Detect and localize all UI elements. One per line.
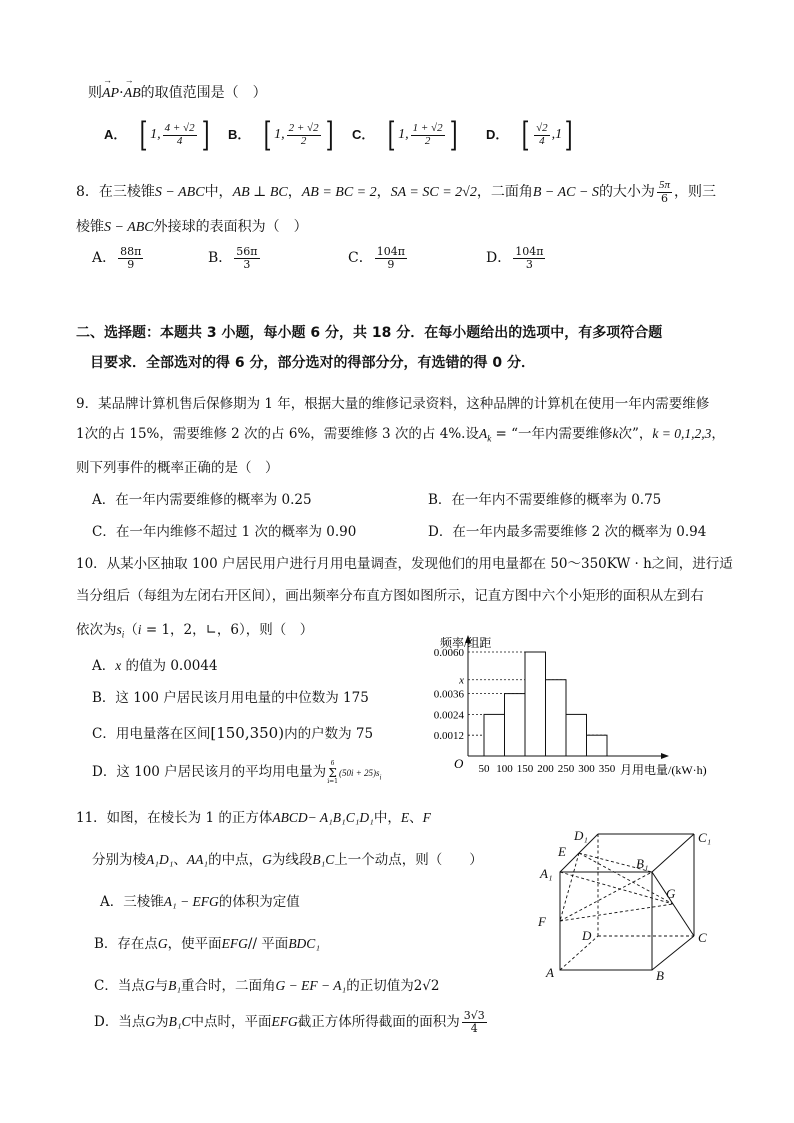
histogram-x-tick-label: 300 <box>578 763 595 775</box>
q8-option-a-frac <box>118 246 143 270</box>
segment-eg <box>579 853 673 904</box>
q10-text: （ <box>124 622 138 638</box>
histogram-x-tick-label: 150 <box>516 763 534 775</box>
q10-option-c-text: 内的户数为 75 <box>284 726 374 742</box>
histogram-x-ticks <box>479 763 616 775</box>
q11-option-d[interactable] <box>94 1010 489 1035</box>
q8-option-b-frac <box>234 246 259 270</box>
q9-option-d[interactable]: D．在一年内最多需要维修 2 次的概率为 0.94 <box>428 524 707 540</box>
q8-option-c-label: C． <box>348 250 373 267</box>
cube-diagram <box>524 820 724 992</box>
q10-text: 依次为 <box>76 622 117 638</box>
q11-option-d-text: D．当点 <box>94 1014 146 1030</box>
q8-angle-num: 5π <box>658 179 670 191</box>
label-f: F <box>538 914 546 929</box>
q8-text: ， <box>287 184 302 201</box>
histogram-x-tick-label: 200 <box>537 763 554 775</box>
cube-edge-b1c1 <box>652 834 694 872</box>
q11-option-d-text: 截正方体所得截面的面积为 <box>297 1014 460 1030</box>
q7-option-b-den: 2 <box>300 134 307 147</box>
q7-option-b-num: 2 + √2 <box>288 121 319 134</box>
q11-text: 上一个动点，则（ ） <box>334 852 483 868</box>
label-e: E <box>558 844 566 859</box>
histogram-y-tick-label: 0.0024 <box>433 709 464 722</box>
q10-option-a-x: x <box>115 658 122 673</box>
q11-option-c-math: G − EF − A₁ <box>275 978 347 993</box>
q7-option-b-label: B． <box>228 127 251 142</box>
q8-option-d-label: D． <box>486 250 512 267</box>
q9-option-c[interactable]: C．在一年内维修不超过 1 次的概率为 0.90 <box>92 524 357 540</box>
q8-option-c-num: 104π <box>376 245 405 258</box>
cube-edge-bc <box>652 936 694 970</box>
q10-sum-body: (50i + 25)s <box>338 768 380 778</box>
q8-text: ，二面角 <box>476 184 533 201</box>
q11-text: 11．如图，在棱长为 1 的正方体 <box>76 810 273 826</box>
label-c: C <box>698 930 707 945</box>
q8-option-a-label: A． <box>92 250 117 267</box>
q7-option-a-num: 4 + √2 <box>164 121 195 134</box>
q7-option-b-frac <box>287 123 321 147</box>
q10-line-3 <box>76 618 313 640</box>
q9-text: = “一年内需要维修 <box>491 426 613 442</box>
q10-option-a[interactable] <box>92 654 218 674</box>
q11-option-b-text: B．存在点 <box>94 936 158 952</box>
frequency-histogram <box>416 632 736 782</box>
q7-option-b[interactable] <box>228 115 336 155</box>
histogram-x-tick-label: 50 <box>478 763 490 775</box>
histogram-bars <box>484 652 607 756</box>
cube-front-face <box>560 872 652 970</box>
q9-k: k <box>612 426 619 441</box>
q8-math: S − ABC <box>154 185 205 201</box>
q8-option-a-num: 88π <box>120 245 142 258</box>
histogram-bar-1 <box>484 714 505 756</box>
q7-option-d-den: 4 <box>539 134 545 147</box>
q7-option-a-den: 4 <box>176 134 183 147</box>
q11-option-c-value: 2√2 <box>413 978 440 994</box>
q11-option-c-math: G <box>144 978 155 993</box>
histogram-y-tick-label: x <box>459 674 464 687</box>
q7-vector-ap: → AP <box>102 86 119 102</box>
q7-stem-prefix: 则 <box>88 85 102 101</box>
q7-option-d-frac <box>534 123 550 147</box>
q10-option-d[interactable] <box>92 760 381 785</box>
q11-option-b-math: EFG <box>221 936 248 951</box>
q8-line-2 <box>76 216 308 236</box>
q7-option-d-interval: [ $\frac{√2}{4}$ ,1 ] <box>521 115 573 155</box>
q8-text: 中， <box>204 184 233 201</box>
histogram-y-tick-label: 0.0012 <box>433 730 464 743</box>
q11-option-d-den: 4 <box>470 1022 478 1035</box>
histogram-x-tick-label: 250 <box>557 763 575 775</box>
q8-math: B − AC − S <box>532 185 599 201</box>
q7-option-a-left: 1, <box>150 127 161 142</box>
q9-line-2 <box>76 422 725 444</box>
q11-option-a-text: A．三棱锥 <box>100 894 164 910</box>
q11-text: 、 <box>173 852 187 868</box>
q8-text: 外接球的表面积为（ ） <box>153 219 308 235</box>
q7-option-c-left: 1, <box>398 127 409 142</box>
q8-option-d-frac <box>513 246 545 270</box>
q11-option-a[interactable] <box>100 890 300 910</box>
q11-option-c-text: 重合时，二面角 <box>181 978 276 994</box>
q7-option-c-label: C． <box>352 127 375 142</box>
q8-option-d-num: 104π <box>515 245 544 258</box>
q7-option-c-frac <box>411 123 445 147</box>
q9-event-a: A <box>478 426 488 441</box>
q7-option-d-label: D． <box>486 127 509 142</box>
q7-option-b-left: 1, <box>274 127 285 142</box>
q7-option-a-frac <box>163 123 197 147</box>
histogram-bar-4 <box>546 680 567 756</box>
histogram-bar-2 <box>505 694 526 756</box>
label-b1: B₁ <box>636 856 649 871</box>
q8-angle-den: 6 <box>660 191 668 205</box>
q10-line-1: 10．从某小区抽取 100 户居民用户进行月用电量调查，发现他们的用电量都在 50～350KW · h之间，进行适 <box>76 556 733 572</box>
q11-option-d-math: G <box>145 1014 156 1029</box>
q11-text: 中， <box>373 810 401 826</box>
q10-option-d-text: D．这 100 户居民该月的平均用电量为 <box>92 764 327 780</box>
q7-option-d[interactable] <box>486 115 575 155</box>
q10-option-c-interval: [150,350) <box>210 724 285 742</box>
q8-option-c-den: 9 <box>387 257 395 271</box>
q9-option-a[interactable]: A．在一年内需要维修的概率为 0.25 <box>92 492 312 508</box>
q7-option-d-tail: ,1 <box>551 127 563 142</box>
q10-option-d-sum-sign: 6 Σ i=1 <box>327 759 338 785</box>
q7-option-d-num: √2 <box>536 121 548 134</box>
segment-fg <box>560 904 673 921</box>
label-a1: A₁ <box>540 866 553 881</box>
q10-s: s <box>116 622 122 637</box>
histogram-bar-3 <box>525 652 546 756</box>
label-d: D <box>582 928 592 943</box>
q11-g: G <box>262 852 272 867</box>
q11-option-d-text: 中点时，平面 <box>190 1014 272 1030</box>
q8-option-d-den: 3 <box>525 257 533 271</box>
histogram-x-label: 月用电量/(kW·h) <box>620 763 707 777</box>
q11-segment: B₁C <box>312 852 335 867</box>
q10-sum-sub: i <box>379 773 382 782</box>
q8-text: 的大小为 <box>598 184 655 201</box>
q11-text: 的中点， <box>208 852 263 868</box>
q8-option-c-frac <box>375 246 407 270</box>
q9-event-sub: k <box>487 433 492 444</box>
q11-option-d-text: 为 <box>155 1014 169 1030</box>
q7-option-c[interactable] <box>352 115 460 155</box>
q11-cube-name: ABCD− A₁B₁C₁D₁ <box>272 810 374 825</box>
q11-text: 分别为棱 <box>92 852 146 868</box>
q8-text: 8．在三棱锥 <box>76 184 155 201</box>
q8-option-a-den: 9 <box>127 257 135 271</box>
q11-option-d-num: 3√3 <box>463 1009 485 1023</box>
q8-option-b-den: 3 <box>243 257 251 271</box>
q11-option-a-math: A₁ − EFG <box>163 894 219 909</box>
q10-sum-top: 6 <box>330 759 335 767</box>
q9-line-1: 9．某品牌计算机售后保修期为 1 年，根据大量的维修记录资料，这种品牌的计算机在使用一年内需要维修 <box>76 396 710 412</box>
q11-option-a-text: 的体积为定值 <box>218 894 300 910</box>
q11-option-b-math: BDC₁ <box>288 936 321 951</box>
q11-edge: AA₁ <box>186 852 209 867</box>
q11-option-b-text: // 平面 <box>247 936 289 952</box>
q10-option-c[interactable] <box>92 722 373 742</box>
label-c1: C₁ <box>698 830 712 845</box>
q10-option-b[interactable]: B．这 100 户居民该月用电量的中位数为 175 <box>92 690 369 706</box>
histogram-y-ticks <box>434 647 465 742</box>
q7-option-c-interval: [ 1, $\frac{1 + √2}{2}$ ] <box>387 115 458 155</box>
q7-option-b-interval: [ 1, $\frac{2 + √2}{2}$ ] <box>263 115 334 155</box>
q9-text: 次”， <box>618 426 653 442</box>
q11-edge: A₁D₁ <box>146 852 174 867</box>
q11-option-c-text: 与 <box>154 978 169 994</box>
q9-option-b[interactable]: B．在一年内不需要维修的概率为 0.75 <box>428 492 662 508</box>
label-b: B <box>656 968 664 983</box>
segment-a1g <box>560 872 673 904</box>
q11-option-d-math: B₁C <box>168 1014 191 1029</box>
q8-math: AB = BC = 2 <box>301 185 377 201</box>
q11-option-d-frac <box>462 1010 487 1034</box>
label-g: G <box>666 886 676 901</box>
histogram-bar-6 <box>587 735 608 756</box>
q11-text: 、 <box>409 810 423 826</box>
q8-option-a[interactable] <box>92 246 145 270</box>
q10-s-sub: i <box>121 629 125 640</box>
q11-option-b[interactable] <box>94 932 320 952</box>
q8-math: S − ABC <box>104 220 154 235</box>
label-d1: D₁ <box>574 828 588 843</box>
q11-f: F <box>422 810 431 825</box>
q7-option-a-label: A． <box>104 127 127 142</box>
section-2-header-line-1: 二、选择题：本题共 3 小题，每小题 6 分，共 18 分．在每小题给出的选项中，有多项符合题 <box>76 325 663 341</box>
q10-sum-bottom: i=1 <box>327 777 338 785</box>
q11-option-d-math: EFG <box>271 1014 298 1029</box>
q8-option-b[interactable] <box>208 246 262 270</box>
q7-vector-ab: → AB <box>124 86 141 102</box>
q7-stem-suffix: 的取值范围是（ ） <box>140 85 267 101</box>
q7-option-a-interval: [ 1, $\frac{4 + √2}{4}$ ] <box>139 115 210 155</box>
q8-text: ，则三 <box>673 184 716 201</box>
q11-option-b-math: G <box>157 936 168 951</box>
cube-hidden-edge-ad <box>560 936 598 970</box>
histogram-y-tick-label: 0.0060 <box>433 647 464 659</box>
q11-e: E <box>400 810 410 825</box>
q11-text: 为线段 <box>271 852 313 868</box>
q7-option-c-den: 2 <box>424 134 431 147</box>
q8-text: ， <box>376 184 391 201</box>
q11-option-c[interactable] <box>94 974 440 994</box>
histogram-bar-5 <box>566 714 587 756</box>
histogram-y-tick-label: 0.0036 <box>433 688 464 701</box>
histogram-x-tick-label: 100 <box>496 763 513 775</box>
q8-math: SA = SC = 2√2 <box>390 185 477 201</box>
section-2-header-line-2: 目要求．全部选对的得 6 分，部分选对的得部分分，有选错的得 0 分． <box>90 355 535 371</box>
q10-i: i <box>137 622 142 637</box>
q8-option-b-label: B． <box>208 250 233 267</box>
q9-text: 1次的占 15%，需要维修 2 次的占 6%，需要维修 3 次的占 4%.设 <box>76 426 479 442</box>
q10-option-a-label: A． <box>92 658 116 674</box>
q10-option-c-text: C．用电量落在区间 <box>92 726 211 742</box>
q8-option-b-num: 56π <box>236 245 258 258</box>
q7-stem <box>88 82 267 102</box>
histogram-origin: O <box>454 756 464 771</box>
q9-k-range: k = 0,1,2,3 <box>652 426 712 441</box>
q8-angle-frac <box>657 180 672 204</box>
q9-text: ， <box>711 426 725 442</box>
q11-option-c-text: 的正切值为 <box>346 978 414 994</box>
label-a: A <box>546 965 554 980</box>
q10-text: = 1，2，∟，6），则（ ） <box>141 622 314 638</box>
q11-line-1 <box>76 806 431 826</box>
q9-line-3: 则下列事件的概率正确的是（ ） <box>76 460 279 476</box>
q7-option-a[interactable] <box>104 115 212 155</box>
q10-line-2: 当分组后（每组为左闭右开区间），画出频率分布直方图如图所示，记直方图中六个小矩形的面积从左到右 <box>76 588 704 604</box>
histogram-y-label: 频率/组距 <box>440 636 492 650</box>
q11-line-2 <box>92 848 483 868</box>
q8-option-d[interactable] <box>486 246 547 270</box>
q8-line-1 <box>76 180 716 204</box>
histogram-x-tick-label: 350 <box>598 763 616 775</box>
q8-math: AB ⊥ BC <box>232 185 288 201</box>
q8-option-c[interactable] <box>348 246 409 270</box>
q11-option-c-math: B₁ <box>168 978 182 993</box>
q10-option-a-text: 的值为 0.0044 <box>121 658 218 674</box>
q7-option-c-num: 1 + √2 <box>412 121 443 134</box>
q11-option-b-text: ，使平面 <box>167 936 222 952</box>
q8-text: 棱锥 <box>76 219 104 235</box>
q11-option-c-text: C．当点 <box>94 978 145 994</box>
q7-dot: · <box>119 85 124 101</box>
